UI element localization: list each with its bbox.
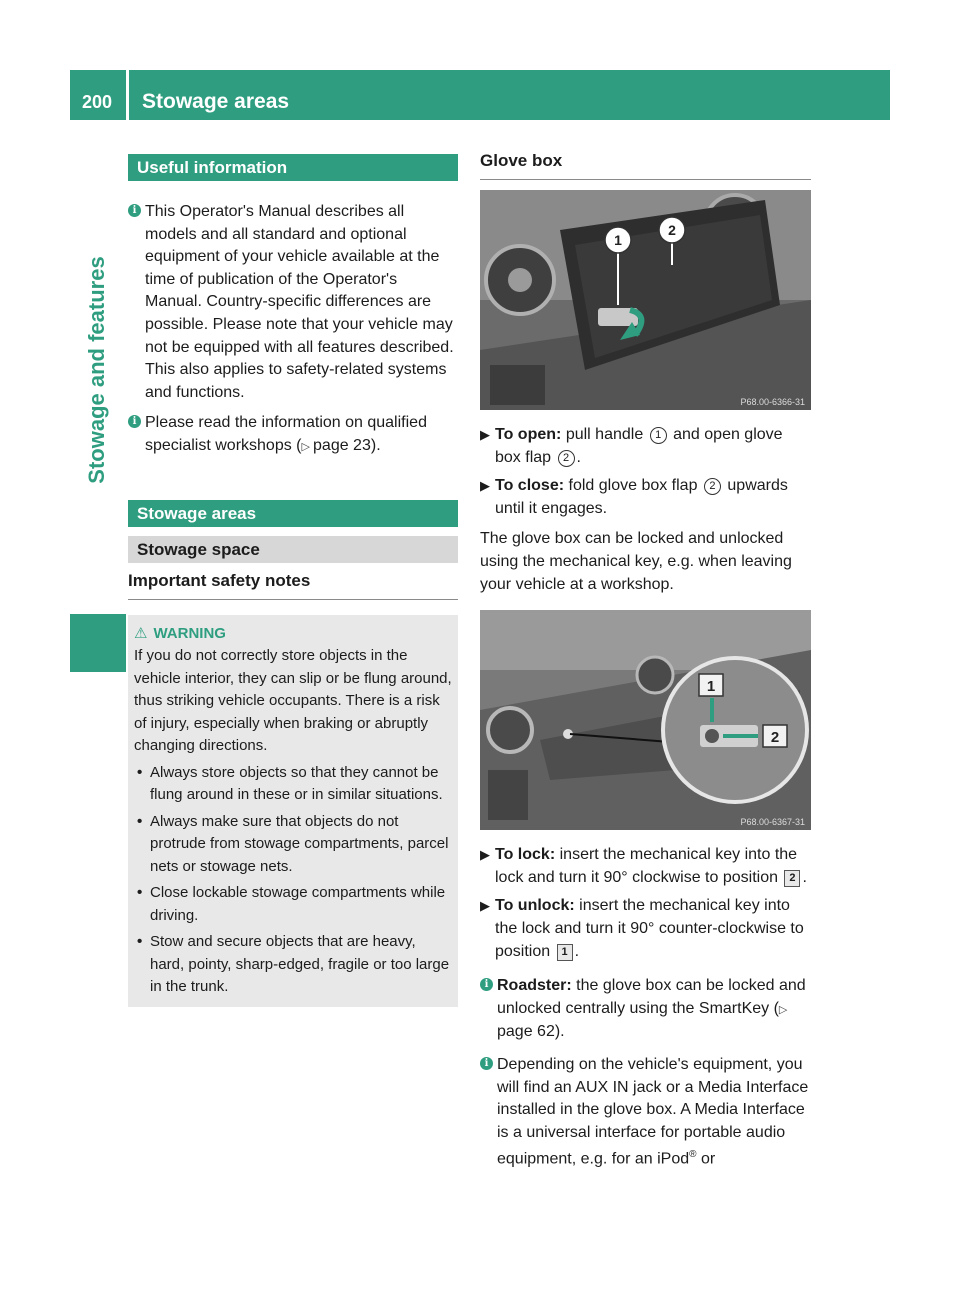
close-step: ▶ To close: fold glove box flap 2 upwards until it engages.	[480, 477, 788, 517]
warning-bullet: • Always store objects so that they cannot be flung around in these or in similar situations.	[137, 763, 443, 804]
step-arrow-icon: ▶	[480, 898, 490, 914]
useful-information-heading: Useful information	[128, 154, 458, 181]
info-note: i Roadster: the glove box can be locked and unlocked centrally using the SmartKey (▷ page 62).	[480, 975, 811, 1044]
info-note	[128, 201, 458, 404]
warning-bullet: • Close lockable stowage compartments while driving.	[137, 884, 446, 924]
glove-box-lock-illustration	[480, 610, 811, 830]
safety-notes-heading: Important safety notes	[128, 570, 458, 600]
side-tab-marker	[70, 614, 126, 672]
lock-paragraph: The glove box can be locked and unlocked using the mechanical key, e.g. when leaving your vehicle at a workshop.	[480, 530, 792, 593]
warning-triangle-icon: ⚠	[134, 624, 148, 642]
page-number: 200	[81, 92, 113, 112]
lock-step: ▶ To lock: insert the mechanical key into the lock and turn it 90° clockwise to position 2 .	[480, 846, 807, 886]
unlock-step: ▶ To unlock: insert the mechanical key into the lock and turn it 90° counter-clockwise to position 1 .	[480, 897, 804, 960]
bullet-icon: •	[137, 933, 143, 951]
header-divider	[126, 70, 129, 120]
warning-bullet: • Stow and secure objects that are heavy, hard, pointy, sharp-edged, fragile or too large in the trunk.	[137, 933, 450, 996]
bullet-icon: •	[137, 763, 143, 781]
image-reference-label: P68.00-6366-31	[740, 397, 805, 407]
step-arrow-icon: ▶	[480, 847, 490, 863]
callout-2-icon: 2	[704, 478, 721, 495]
info-icon: i	[480, 978, 493, 991]
callout-1: 1	[706, 678, 716, 696]
side-tab-label: Stowage and features	[84, 256, 109, 484]
image-reference-label: P68.00-6367-31	[740, 817, 805, 828]
bullet-icon: •	[137, 812, 143, 830]
callout-2: 2	[668, 222, 676, 238]
info-icon: i	[128, 415, 141, 428]
stowage-areas-heading: Stowage areas	[128, 500, 458, 527]
stowage-space-heading: Stowage space	[128, 536, 458, 563]
warning-body: If you do not correctly store objects in the vehicle interior, they can slip or be flung around, thus striking vehicle occupants. There is a risk of injury, especially when braking or abruptly changing directions.	[134, 647, 452, 755]
info-note-text: This Operator's Manual describes all models and all standard and optional equipment of your vehicle available at the time of publication of the Operator's Manual. Country-specific differences are possible. Please note that your vehicle may not be equipped with all features described. This also applies to safety-related systems and functions.	[145, 203, 454, 401]
page-title: Stowage areas	[142, 90, 290, 113]
callout-2-icon: 2	[558, 450, 575, 467]
info-icon: i	[128, 204, 141, 217]
right-column	[480, 150, 811, 1171]
page-reference-link[interactable]: page 23	[313, 436, 371, 454]
open-step: ▶ To open: pull handle 1 and open glove box flap 2 .	[480, 426, 783, 466]
glove-box-heading: Glove box	[480, 150, 811, 180]
callout-2: 2	[770, 729, 780, 747]
warning-title: ⚠ WARNING	[134, 624, 226, 642]
callout-1-icon: 1	[650, 427, 667, 444]
warning-box	[128, 615, 458, 1007]
callout-1: 1	[614, 232, 622, 248]
bullet-icon: •	[137, 884, 143, 902]
page-reference-link[interactable]: page 62	[497, 1023, 555, 1041]
info-icon: i	[480, 1057, 493, 1070]
step-arrow-icon: ▶	[480, 478, 490, 494]
warning-bullet: • Always make sure that objects do not protrude from stowage compartments, parcel nets or stowage nets.	[137, 812, 449, 875]
info-note: i Depending on the vehicle's equipment, you will find an AUX IN jack or a Media Interface installed in the glove box. A Media Interface is a universal interface for portable audio equipment, e.g. for an iPod® or	[480, 1054, 811, 1171]
step-arrow-icon: ▶	[480, 427, 490, 442]
page-ref-arrow-icon: ▷	[301, 440, 314, 453]
left-column	[128, 154, 458, 1007]
position-2-icon: 2	[784, 870, 800, 887]
info-note: i Please read the information on qualified specialist workshops (▷ page 23).	[128, 412, 458, 458]
page-ref-arrow-icon: ▷	[778, 1003, 788, 1016]
glove-box-open-illustration	[480, 190, 811, 410]
position-1-icon: 1	[557, 944, 573, 961]
